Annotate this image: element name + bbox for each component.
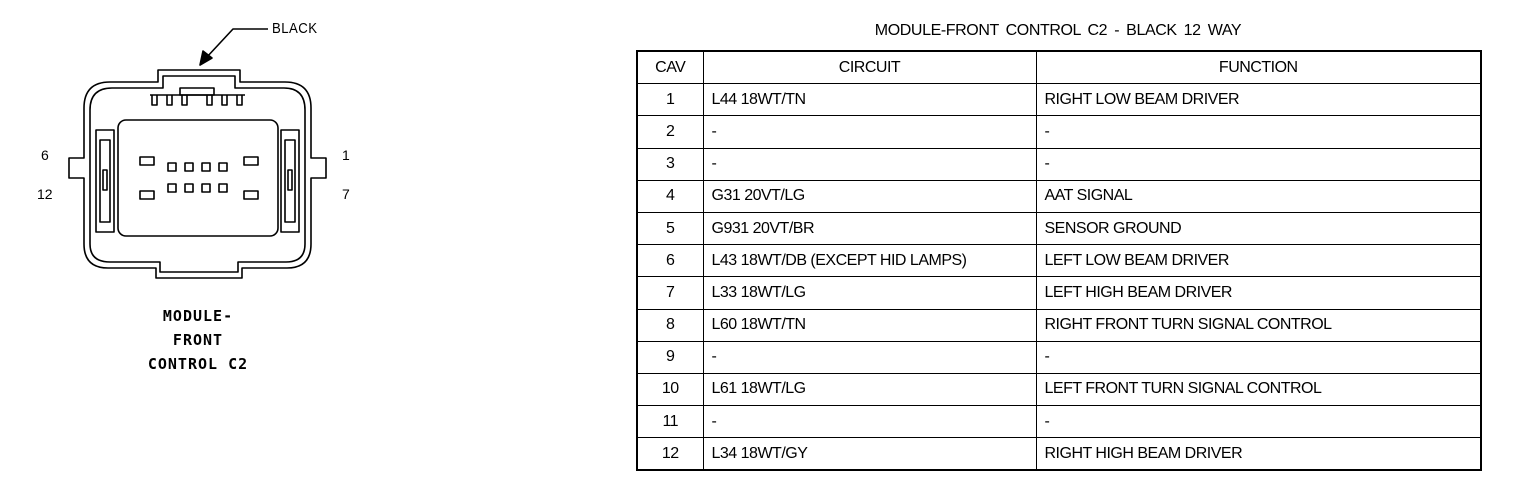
function-cell: - (1036, 116, 1481, 148)
right-guide-rail (281, 130, 299, 232)
cav-cell: 11 (637, 406, 703, 438)
table-row (637, 245, 1481, 277)
circuit-cell: - (703, 148, 1036, 180)
pin-label-bottom-right: 7 (342, 186, 350, 202)
circuit-cell: G31 20VT/LG (703, 180, 1036, 212)
callout-leader-line (206, 29, 268, 58)
table-row (637, 84, 1481, 116)
header-circuit: CIRCUIT (703, 51, 1036, 84)
function-cell: LEFT FRONT TURN SIGNAL CONTROL (1036, 373, 1481, 405)
circuit-cell: G931 20VT/BR (703, 212, 1036, 244)
table-row (637, 116, 1481, 148)
cavity-4 (185, 163, 193, 171)
function-cell: SENSOR GROUND (1036, 212, 1481, 244)
pin-label-bottom-left: 12 (37, 186, 53, 202)
circuit-cell: L60 18WT/TN (703, 309, 1036, 341)
table-row (637, 148, 1481, 180)
cavity-10 (185, 184, 193, 192)
circuit-cell: L44 18WT/TN (703, 84, 1036, 116)
connector-housing-inner (90, 76, 305, 272)
cavity-3 (202, 163, 210, 171)
cavity-7 (244, 191, 258, 199)
cavity-9 (202, 184, 210, 192)
cav-cell: 2 (637, 116, 703, 148)
pin-label-top-right: 1 (342, 147, 350, 163)
cav-cell: 5 (637, 212, 703, 244)
circuit-cell: - (703, 406, 1036, 438)
function-cell: - (1036, 148, 1481, 180)
cavity-table (636, 50, 1482, 471)
function-cell: RIGHT LOW BEAM DRIVER (1036, 84, 1481, 116)
cavity-11 (168, 184, 176, 192)
cav-cell: 9 (637, 341, 703, 373)
function-cell: - (1036, 341, 1481, 373)
cav-cell: 12 (637, 438, 703, 471)
cavity-6 (140, 157, 154, 165)
header-cav: CAV (637, 51, 703, 84)
connector-drawing (0, 0, 600, 502)
pin-label-top-left: 6 (41, 147, 49, 163)
table-row (637, 438, 1481, 471)
table-title: MODULE-FRONT CONTROL C2 - BLACK 12 WAY (874, 22, 1242, 39)
left-guide-rail (96, 130, 114, 232)
cav-cell: 3 (637, 148, 703, 180)
cav-cell: 4 (637, 180, 703, 212)
table-row (637, 341, 1481, 373)
cav-cell: 10 (637, 373, 703, 405)
cavity-5 (168, 163, 176, 171)
circuit-cell: L34 18WT/GY (703, 438, 1036, 471)
function-cell: LEFT LOW BEAM DRIVER (1036, 245, 1481, 277)
connector-diagram (0, 0, 600, 502)
circuit-cell: L43 18WT/DB (EXCEPT HID LAMPS) (703, 245, 1036, 277)
table-row (637, 212, 1481, 244)
table-row (637, 309, 1481, 341)
connector-name-line-3: CONTROL C2 (147, 355, 249, 373)
color-callout-label: BLACK (272, 20, 318, 37)
cavity-12 (140, 191, 154, 199)
cav-cell: 6 (637, 245, 703, 277)
connector-name-line-2: FRONT (172, 331, 224, 349)
connector-name-line-1: MODULE- (162, 307, 234, 325)
cav-cell: 8 (637, 309, 703, 341)
connector-name (118, 304, 278, 376)
cav-cell: 7 (637, 277, 703, 309)
circuit-cell: - (703, 116, 1036, 148)
function-cell: RIGHT FRONT TURN SIGNAL CONTROL (1036, 309, 1481, 341)
function-cell: - (1036, 406, 1481, 438)
table-row (637, 180, 1481, 212)
cavity-1 (244, 157, 258, 165)
function-cell: AAT SIGNAL (1036, 180, 1481, 212)
header-function: FUNCTION (1036, 51, 1481, 84)
circuit-cell: L61 18WT/LG (703, 373, 1036, 405)
table-header-row (637, 51, 1481, 84)
connector-latch (180, 88, 214, 95)
circuit-cell: - (703, 341, 1036, 373)
function-cell: LEFT HIGH BEAM DRIVER (1036, 277, 1481, 309)
table-row (637, 406, 1481, 438)
circuit-cell: L33 18WT/LG (703, 277, 1036, 309)
table-row (637, 277, 1481, 309)
function-cell: RIGHT HIGH BEAM DRIVER (1036, 438, 1481, 471)
table-row (637, 373, 1481, 405)
cav-cell: 1 (637, 84, 703, 116)
terminal-face (118, 120, 278, 236)
cavity-2 (219, 163, 227, 171)
cavity-8 (219, 184, 227, 192)
